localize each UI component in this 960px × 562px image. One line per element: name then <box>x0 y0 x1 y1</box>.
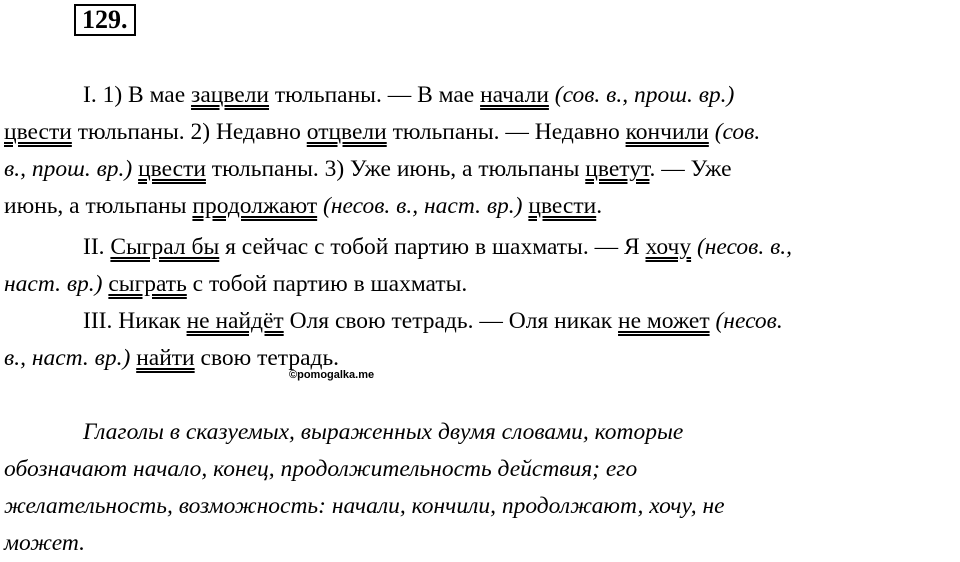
grammar-note: (несов. в., наст. вр.) <box>323 193 523 219</box>
predicate: цветут <box>585 156 650 182</box>
predicate: Сыграл бы <box>110 234 220 260</box>
section-3 <box>4 303 956 377</box>
grammar-note: (несов. <box>715 308 783 334</box>
predicate: не найдёт <box>186 308 284 334</box>
predicate: цвести <box>138 156 206 182</box>
predicate: сыграть <box>108 271 187 297</box>
section-3-line-2: в., наст. вр.) найти свою тетрадь. <box>4 345 340 371</box>
grammar-note: (сов. в., прош. вр.) <box>554 82 735 108</box>
watermark: ©pomogalka.me <box>289 369 375 381</box>
conclusion-line-2: обозначают начало, конец, продолжительность действия; его <box>4 456 638 482</box>
section-2-line-1: II. Сыграл бы я сейчас с тобой партию в шахматы. — Я хочу (несов. в., <box>83 234 793 260</box>
conclusion-line-4: может. <box>4 530 85 556</box>
grammar-note: наст. вр.) <box>4 271 103 297</box>
conclusion-line-3: желательность, возможность: начали, кончили, продолжают, хочу, не <box>4 493 725 519</box>
predicate: найти <box>136 345 195 371</box>
conclusion-line-1: Глаголы в сказуемых, выраженных двумя словами, которые <box>83 419 684 445</box>
grammar-note: (сов. <box>714 119 761 145</box>
section-1-line-3: в., прош. вр.) цвести тюльпаны. 3) Уже июнь, а тюльпаны цветут. — Уже <box>4 156 732 182</box>
predicate: отцвели <box>306 119 387 145</box>
exercise-number: 129. <box>74 4 136 36</box>
section-1-line-4: июнь, а тюльпаны продолжают (несов. в., наст. вр.) цвести. <box>4 193 603 219</box>
grammar-note: в., наст. вр.) <box>4 345 131 371</box>
section-1 <box>4 77 956 225</box>
section-1-line-1: I. 1) В мае зацвели тюльпаны. — В мае начали (сов. в., прош. вр.) <box>83 82 735 108</box>
predicate: начали <box>480 82 549 108</box>
section-2 <box>4 229 956 303</box>
grammar-note: в., прош. вр.) <box>4 156 133 182</box>
predicate: не может <box>618 308 710 334</box>
predicate: цвести <box>528 193 597 219</box>
section-3-line-1: III. Никак не найдёт Оля свою тетрадь. — Оля никак не может (несов. <box>83 308 783 334</box>
predicate: хочу <box>645 234 692 260</box>
conclusion <box>4 414 956 562</box>
predicate: цвести <box>4 119 72 145</box>
section-2-line-2: наст. вр.) сыграть с тобой партию в шахматы. <box>4 271 468 297</box>
section-1-line-2: цвести тюльпаны. 2) Недавно отцвели тюльпаны. — Недавно кончили (сов. <box>4 119 761 145</box>
predicate: зацвели <box>191 82 270 108</box>
predicate: кончили <box>625 119 709 145</box>
predicate: продолжают <box>192 193 318 219</box>
grammar-note: (несов. в., <box>696 234 793 260</box>
